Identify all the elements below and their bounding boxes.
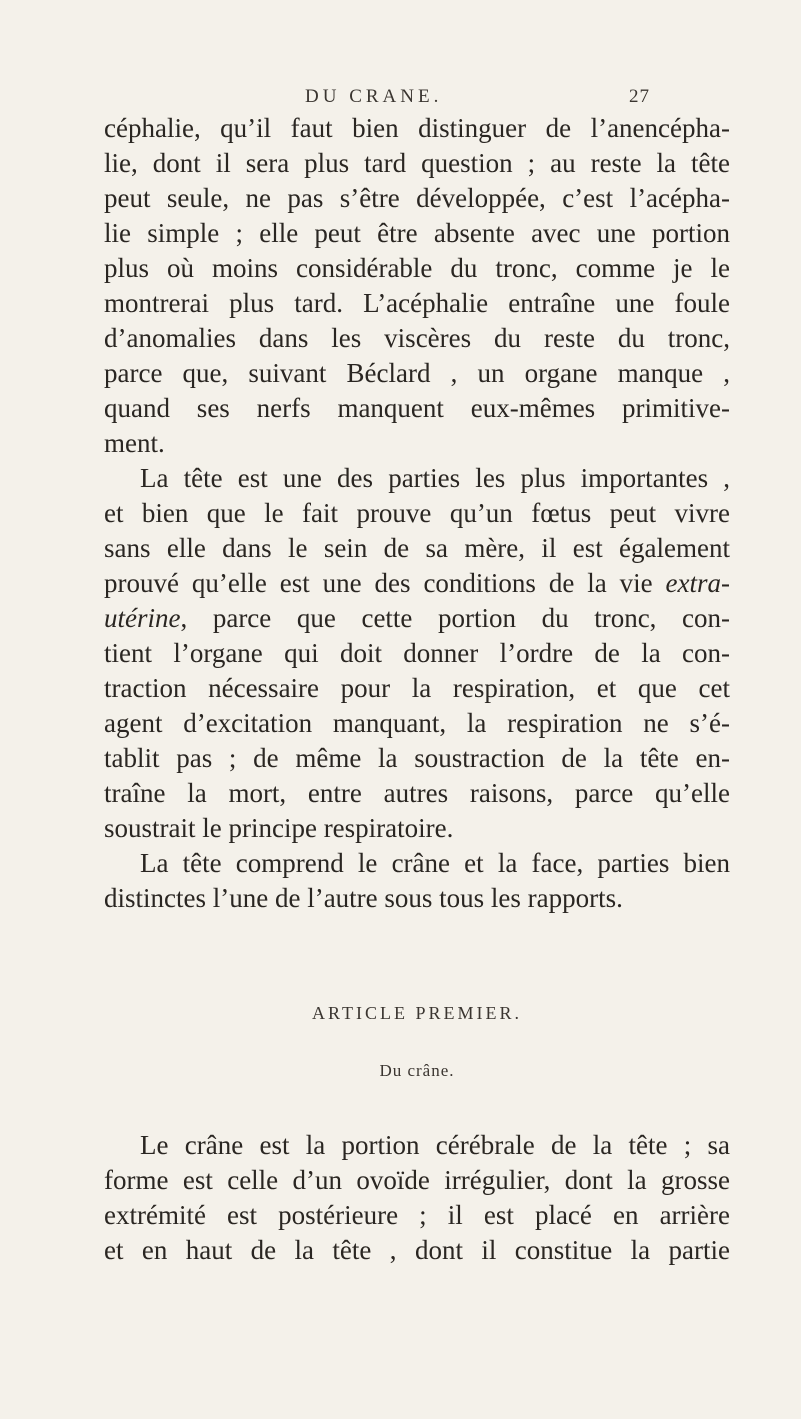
text-line: Le crâne est la portion cérébrale de la tête ; sa (140, 1130, 730, 1160)
italic-term: utérine (104, 603, 181, 633)
text-line-with-italic (104, 601, 730, 636)
text-line: La tête est une des parties les plus importantes , (140, 463, 730, 493)
text-line: tient l’organe qui doit donner l’ordre de la con- (104, 638, 730, 668)
text-line: peut seule, ne pas s’être développée, c’est l’acépha- (104, 183, 730, 213)
text-line: et bien que le fait prouve qu’un fœtus peut vivre (104, 498, 730, 528)
text-span: , parce que cette portion du tronc, con- (180, 603, 730, 633)
text-line: et en haut de la tête , dont il constitue la partie (104, 1235, 730, 1265)
text-line: lie simple ; elle peut être absente avec une portion (104, 218, 730, 248)
running-head (305, 86, 650, 108)
text-line: quand ses nerfs manquent eux-mêmes primitive- (104, 393, 730, 423)
body-text-continued (104, 1128, 730, 1268)
text-span: prouvé qu’elle est une des conditions de la vie (104, 568, 666, 598)
text-line: soustrait le principe respiratoire. (104, 813, 454, 843)
text-line: ment. (104, 428, 165, 458)
text-line: sans elle dans le sein de sa mère, il est également (104, 533, 730, 563)
text-line: tablit pas ; de même la soustraction de la tête en- (104, 743, 730, 773)
text-line-with-italic (104, 566, 730, 601)
text-line: lie, dont il sera plus tard question ; au reste la tête (104, 148, 730, 178)
text-line: céphalie, qu’il faut bien distinguer de l’anencépha- (104, 113, 730, 143)
italic-term: extra- (665, 568, 730, 598)
running-head-title: DU CRANE. (305, 86, 443, 107)
article-subheading: Du crâne. (379, 1061, 455, 1080)
text-line: forme est celle d’un ovoïde irrégulier, dont la grosse (104, 1165, 730, 1195)
text-line: montrerai plus tard. L’acéphalie entraîne une foule (104, 288, 730, 318)
text-line: parce que, suivant Béclard , un organe manque , (104, 358, 730, 388)
text-line: agent d’excitation manquant, la respiration ne s’é- (104, 708, 730, 738)
body-text (104, 111, 730, 916)
text-line: traîne la mort, entre autres raisons, parce qu’elle (104, 778, 730, 808)
text-line: distinctes l’une de l’autre sous tous les rapports. (104, 883, 623, 913)
article-heading: ARTICLE PREMIER. (312, 1003, 522, 1023)
text-line: d’anomalies dans les viscères du reste du tronc, (104, 323, 730, 353)
text-line: traction nécessaire pour la respiration, et que cet (104, 673, 730, 703)
text-line: La tête comprend le crâne et la face, parties bien (140, 848, 730, 878)
text-line: plus où moins considérable du tronc, comme je le (104, 253, 730, 283)
page-number: 27 (629, 86, 650, 107)
text-line: extrémité est postérieure ; il est placé en arrière (104, 1200, 730, 1230)
